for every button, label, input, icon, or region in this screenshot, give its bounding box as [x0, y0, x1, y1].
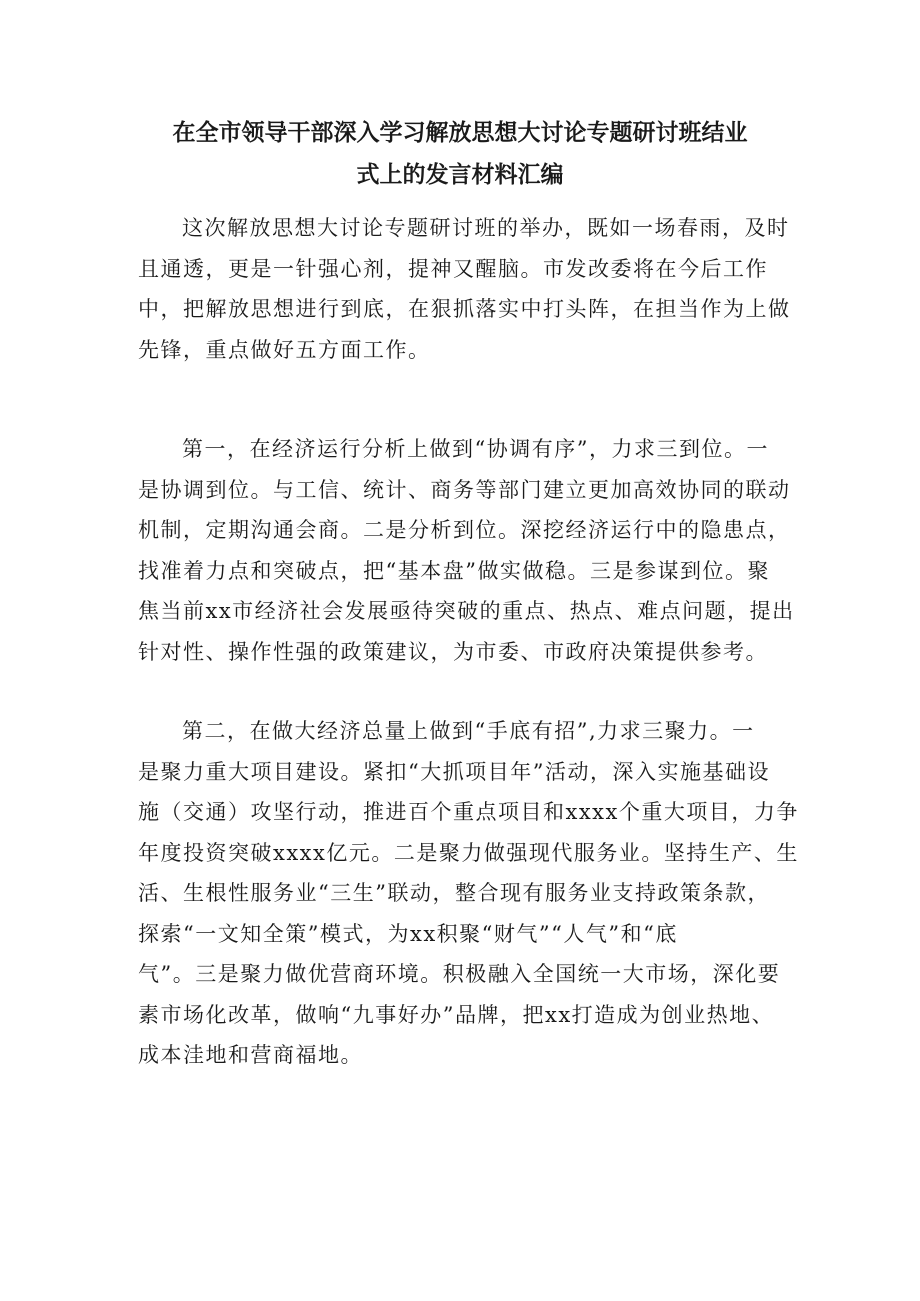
paragraph-line: 针对性、操作性强的政策建议，为市委、市政府决策提供参考。 [138, 639, 768, 664]
paragraph-line: 找准着力点和突破点，把“基本盘”做实做稳。三是参谋到位。聚 [138, 558, 770, 583]
paragraph-line: 第一，在经济运行分析上做到“协调有序”，力求三到位。一 [182, 437, 769, 461]
title-line: 式上的发言材料汇编 [356, 162, 564, 188]
paragraph-line: 焦当前xx市经济社会发展亟待突破的重点、热点、难点问题，提出 [138, 599, 795, 623]
paragraph-line: 年度投资突破xxxx亿元。二是聚力做强现代服务业。坚持生产、生 [138, 840, 799, 865]
document-title [140, 112, 780, 196]
paragraph-first [138, 429, 795, 672]
paragraph-line: 先锋，重点做好五方面工作。 [138, 337, 431, 362]
paragraph-line: 探索“一文知全策”模式，为xx积聚“财气”“人气”和“底 [138, 921, 678, 946]
paragraph-intro [138, 208, 791, 370]
paragraph-line: 这次解放思想大讨论专题研讨班的举办，既如一场春雨，及时 [182, 216, 790, 240]
paragraph-line: 施（交通）攻坚行动，推进百个重点项目和xxxx个重大项目，力争 [138, 800, 799, 824]
paragraph-line: 且通透，更是一针强心剂，提神又醒脑。市发改委将在今后工作 [138, 256, 768, 281]
title-line: 在全市领导干部深入学习解放思想大讨论专题研讨班结业 [172, 120, 748, 146]
paragraph-line: 第二，在做大经济总量上做到“手底有招”,力求三聚力。一 [182, 719, 755, 743]
paragraph-line: 素市场化改革，做响“九事好办”品牌，把xx打造成为创业热地、 [138, 1002, 775, 1027]
paragraph-line: 气”。三是聚力做优营商环境。积极融入全国统一大市场，深化要 [138, 962, 781, 986]
paragraph-line: 中，把解放思想进行到底，在狠抓落实中打头阵，在担当作为上做 [138, 297, 791, 321]
paragraph-line: 是聚力重大项目建设。紧扣“大抓项目年”活动，深入实施基础设 [138, 759, 770, 784]
paragraph-line: 成本洼地和营商福地。 [138, 1043, 363, 1067]
paragraph-line: 活、生根性服务业“三生”联动，整合现有服务业支持政策条款， [138, 881, 770, 905]
paragraph-second [138, 711, 799, 1076]
paragraph-line: 是协调到位。与工信、统计、商务等部门建立更加高效协同的联动 [138, 477, 791, 502]
paragraph-line: 机制，定期沟通会商。二是分析到位。深挖经济运行中的隐患点， [138, 518, 791, 542]
